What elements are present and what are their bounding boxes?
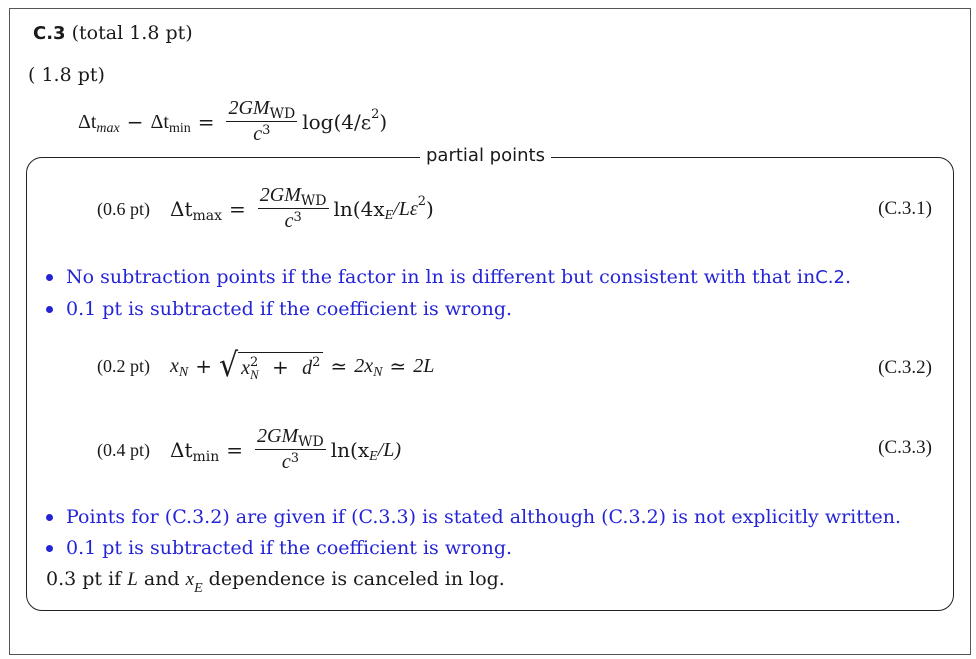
wd-subscript: WD bbox=[269, 106, 296, 122]
bullet-item bbox=[46, 266, 851, 288]
c2-reference-link[interactable]: C.2 bbox=[815, 266, 845, 288]
bullet-dot bbox=[46, 274, 53, 281]
eq2-approx: ≃ bbox=[330, 354, 348, 379]
eq2-plus: + bbox=[195, 354, 212, 379]
eq2-approx: ≃ bbox=[389, 354, 407, 379]
fraction bbox=[226, 96, 297, 148]
rad-x-sub: N bbox=[250, 366, 259, 382]
eq1-points: (0.6 pt) bbox=[97, 198, 150, 219]
numerator: 2GM bbox=[228, 97, 270, 119]
log-term: log(4/ε bbox=[302, 110, 372, 134]
min-subscript: min bbox=[168, 121, 191, 136]
bullet-dot bbox=[46, 306, 53, 313]
eq1-num-sub: WD bbox=[300, 193, 327, 209]
eq3-points: (0.4 pt) bbox=[97, 439, 150, 460]
bullet-item bbox=[46, 506, 901, 528]
note-x: x bbox=[185, 569, 195, 590]
eq3-ln-open: ln(x bbox=[330, 438, 370, 462]
partial-points-title: partial points bbox=[420, 145, 551, 166]
minus-sign: − bbox=[126, 110, 144, 134]
eq1-denominator: c bbox=[284, 210, 294, 232]
bullet-text: 0.1 pt is subtracted if the coefficient is wrong. bbox=[66, 298, 513, 320]
bullet-text: Points for (C.3.2) are given if (C.3.3) is stated although (C.3.2) is not explicitly written. bbox=[66, 506, 902, 528]
square-root bbox=[219, 346, 323, 385]
main-equation bbox=[78, 96, 387, 148]
cube-superscript: 3 bbox=[262, 123, 271, 138]
eq3-equals: = bbox=[226, 438, 244, 462]
eq2-points: (0.2 pt) bbox=[97, 355, 150, 376]
section-total: (total 1.8 pt) bbox=[71, 22, 193, 44]
eq3-e-sub: E bbox=[369, 449, 378, 464]
note-text: and bbox=[137, 568, 186, 590]
eq-label-c32: (C.3.2) bbox=[878, 357, 932, 378]
eq1-ln-sup: 2 bbox=[417, 193, 427, 209]
rad-d: d bbox=[302, 357, 313, 379]
bullet-item bbox=[46, 537, 512, 559]
eq2-x-sub: N bbox=[178, 365, 189, 381]
eq3-num-sub: WD bbox=[298, 434, 324, 450]
equation-c32 bbox=[97, 346, 435, 385]
sub-points: ( 1.8 pt) bbox=[28, 64, 105, 86]
bullet-dot bbox=[46, 514, 53, 521]
bullet-text: 0.1 pt is subtracted if the coefficient is wrong. bbox=[66, 537, 513, 559]
eq1-ln-close: ) bbox=[426, 197, 434, 221]
eq3-denominator: c bbox=[281, 451, 291, 473]
eq1-ln-mid: /Lε bbox=[393, 197, 418, 220]
bullet-item bbox=[46, 298, 512, 320]
epsilon-square: 2 bbox=[371, 106, 380, 122]
eq1-ln-open: ln(4x bbox=[333, 197, 385, 221]
equation-c31 bbox=[97, 183, 434, 235]
note-x-sub: E bbox=[194, 581, 203, 596]
rad-d-sup: 2 bbox=[312, 355, 321, 370]
note-text: 0.3 pt if bbox=[46, 568, 128, 590]
delta-t-max: Δt bbox=[78, 110, 97, 133]
eq3-numerator: 2GM bbox=[257, 425, 299, 447]
eq1-fraction bbox=[258, 183, 329, 235]
bullet-end: . bbox=[844, 266, 851, 288]
max-subscript: max bbox=[96, 121, 120, 136]
equation-c33 bbox=[97, 424, 401, 476]
note-text: dependence is canceled in log. bbox=[202, 568, 505, 590]
eq3-fraction bbox=[255, 424, 326, 476]
eq1-equals: = bbox=[229, 197, 246, 221]
eq3-ln-close: /L) bbox=[377, 438, 402, 461]
section-number: C.3 bbox=[33, 23, 66, 44]
section-heading bbox=[33, 22, 193, 44]
eq2-mid-sub: N bbox=[373, 365, 383, 381]
eq1-lhs: Δt bbox=[170, 197, 193, 221]
eq1-den-sup: 3 bbox=[293, 210, 302, 225]
partial-note bbox=[46, 568, 505, 596]
denominator: c bbox=[253, 123, 263, 145]
note-L: L bbox=[127, 569, 138, 590]
eq2-x: x bbox=[170, 354, 179, 377]
eq2-mid: 2x bbox=[354, 354, 374, 377]
eq1-numerator: 2GM bbox=[259, 184, 301, 206]
eq-label-c33: (C.3.3) bbox=[878, 437, 932, 458]
rad-x-sup: 2 bbox=[250, 354, 259, 370]
eq3-lhs: Δt bbox=[170, 438, 193, 462]
bullet-text: No subtraction points if the factor in ln is different but consistent with that in bbox=[66, 266, 816, 288]
rad-x: x bbox=[241, 357, 251, 379]
bullet-dot bbox=[46, 545, 53, 552]
eq1-lhs-sub: max bbox=[192, 208, 223, 224]
eq2-end: 2L bbox=[413, 354, 435, 377]
eq1-e-sub: E bbox=[384, 208, 394, 223]
radicand bbox=[238, 352, 323, 381]
radical-sign: √ bbox=[219, 346, 239, 385]
eq-label-c31: (C.3.1) bbox=[878, 198, 932, 219]
delta-t-min: Δt bbox=[150, 110, 169, 133]
log-close: ) bbox=[379, 110, 388, 134]
eq3-den-sup: 3 bbox=[290, 451, 299, 466]
rad-plus: + bbox=[272, 355, 289, 379]
equals-sign: = bbox=[197, 110, 215, 134]
eq3-lhs-sub: min bbox=[192, 449, 220, 465]
